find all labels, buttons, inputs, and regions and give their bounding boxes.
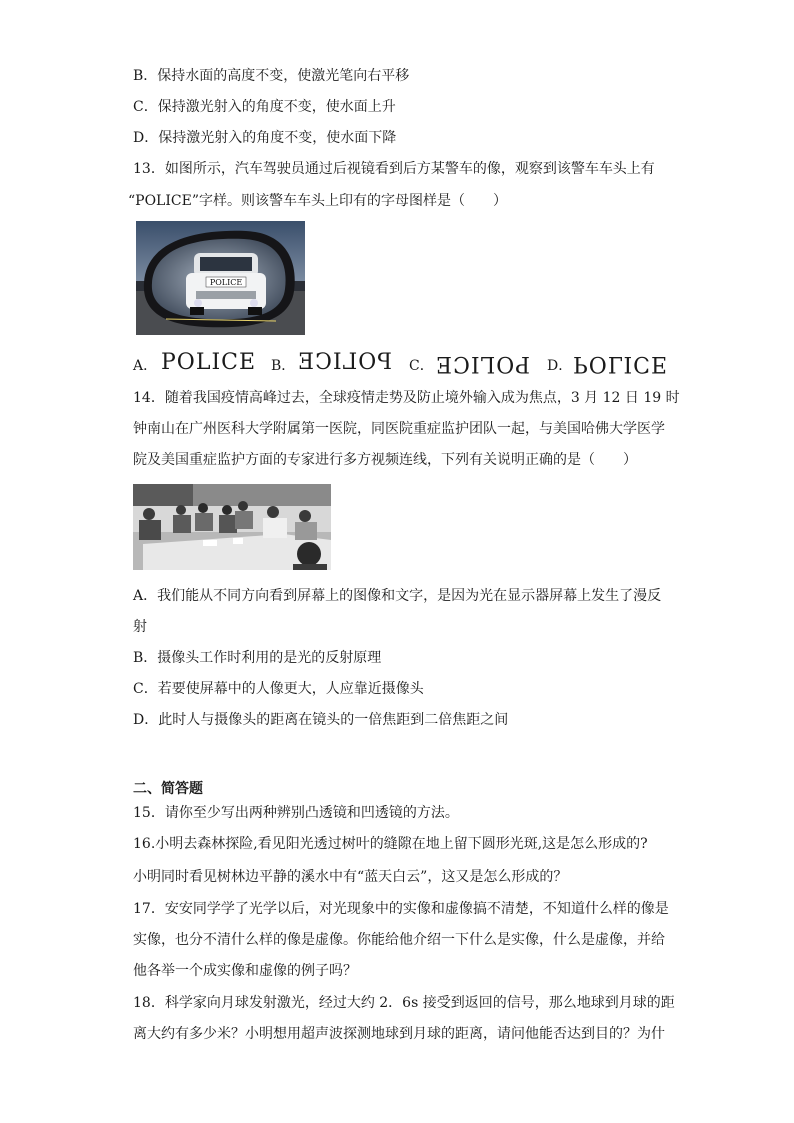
q13-option-c-text: POLICE bbox=[435, 351, 531, 376]
q14-stem-line3: 院及美国重症监护方面的专家进行多方视频连线，下列有关说明正确的是（ ） bbox=[133, 452, 637, 468]
q14-stem-line2: 钟南山在广州医科大学附属第一医院，同医院重症监护团队一起，与美国哈佛大学医学 bbox=[133, 421, 665, 437]
q14-option-a-line1: A．我们能从不同方向看到屏幕上的图像和文字，是因为光在显示器屏幕上发生了漫反 bbox=[133, 588, 662, 604]
police-plate-text: POLICE bbox=[209, 278, 243, 287]
q13-option-d-label: D． bbox=[547, 358, 573, 374]
mirror-image-svg bbox=[136, 221, 305, 335]
q13-stem-line2: “POLICE”字样。则该警车车头上印有的字母图样是（ ） bbox=[128, 193, 507, 209]
section-heading: 二、简答题 bbox=[133, 781, 203, 797]
q12-option-d: D．保持激光射入的角度不变，使水面下降 bbox=[133, 130, 397, 146]
q13-stem-line1: 13．如图所示，汽车驾驶员通过后视镜看到后方某警车的像，观察到该警车车头上有 bbox=[133, 161, 655, 177]
q12-option-b: B．保持水面的高度不变，使激光笔向右平移 bbox=[133, 68, 410, 84]
q17-stem-line3: 他各举一个成实像和虚像的例子吗？ bbox=[133, 963, 357, 979]
q13-option-b-label: B． bbox=[271, 358, 296, 374]
q13-options bbox=[133, 349, 673, 377]
q12-option-c: C．保持激光射入的角度不变，使水面上升 bbox=[133, 99, 396, 115]
q14-option-c: C．若要使屏幕中的人像更大，人应靠近摄像头 bbox=[133, 681, 424, 697]
police-mirror-photo bbox=[136, 221, 305, 335]
q14-stem-line1: 14．随着我国疫情高峰过去，全球疫情走势及防止境外输入成为焦点，3 月 12 日 19 时 bbox=[133, 390, 680, 406]
q14-option-b: B．摄像头工作时利用的是光的反射原理 bbox=[133, 650, 382, 666]
q18-stem-line2: 离大约有多少米？小明想用超声波探测地球到月球的距离，请问他能否达到目的？为什 bbox=[133, 1026, 665, 1042]
q16-stem-line2: 小明同时看见树林边平静的溪水中有“蓝天白云”，这又是怎么形成的？ bbox=[133, 869, 568, 885]
conference-image-svg bbox=[133, 484, 331, 570]
q13-option-c-label: C． bbox=[409, 358, 434, 374]
q18-stem-line1: 18．科学家向月球发射激光，经过大约 2．6s 接受到返回的信号，那么地球到月球的距 bbox=[133, 995, 675, 1011]
q13-option-a-text: POLICE bbox=[161, 350, 257, 375]
q16-stem-line1: 16.小明去森林探险,看见阳光透过树叶的缝隙在地上留下圆形光斑,这是怎么形成的? bbox=[133, 836, 648, 852]
q13-option-a-label: A． bbox=[133, 358, 158, 374]
q17-stem-line2: 实像，也分不清什么样的像是虚像。你能给他介绍一下什么是实像，什么是虚像，并给 bbox=[133, 932, 665, 948]
q13-option-d-text: POLICE bbox=[573, 351, 669, 376]
q17-stem-line1: 17．安安同学学了光学以后，对光现象中的实像和虚像搞不清楚，不知道什么样的像是 bbox=[133, 901, 669, 917]
q14-option-a-line2: 射 bbox=[133, 619, 147, 635]
q14-option-d: D．此时人与摄像头的距离在镜头的一倍焦距到二倍焦距之间 bbox=[133, 712, 509, 728]
q15-stem: 15．请你至少写出两种辨别凸透镜和凹透镜的方法。 bbox=[133, 805, 459, 821]
video-conference-photo bbox=[133, 484, 331, 570]
q13-option-b-text: POLICE bbox=[297, 350, 393, 375]
